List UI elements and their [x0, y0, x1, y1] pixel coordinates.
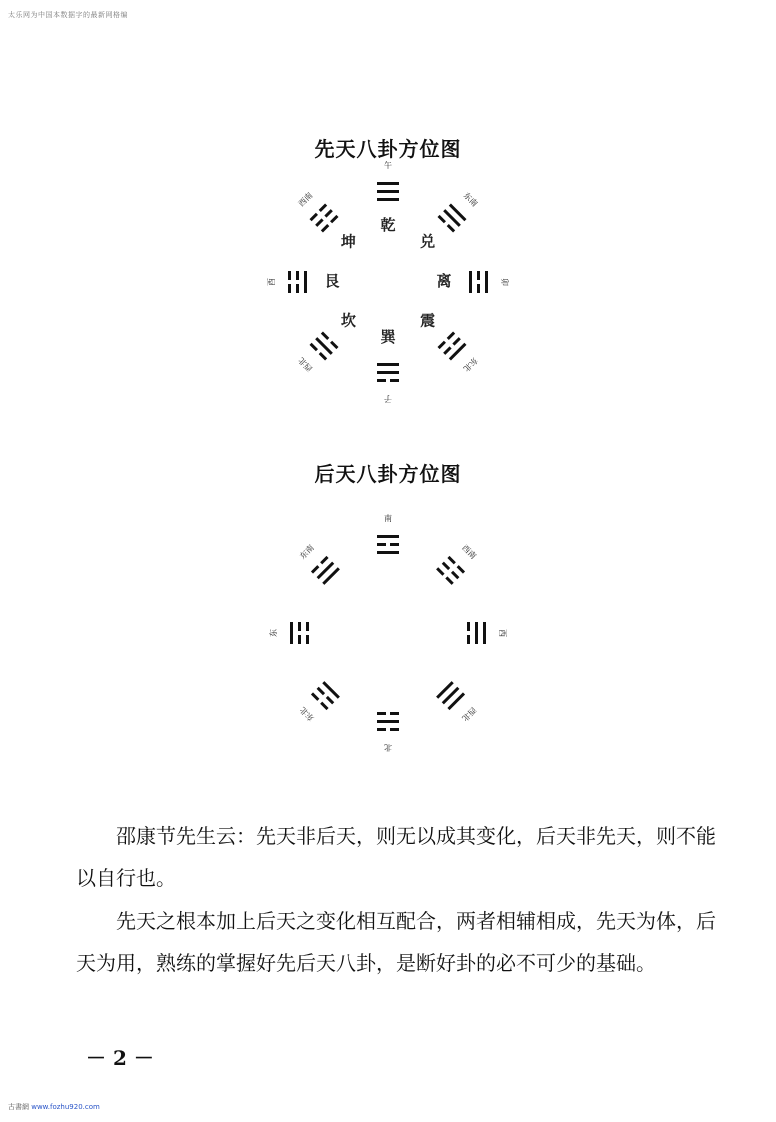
trigram-name: 离	[436, 272, 452, 290]
yang-line	[377, 363, 399, 366]
trigram	[437, 331, 466, 360]
yang-line	[449, 343, 467, 361]
trigram-name: 兑	[420, 232, 436, 251]
yin-line-right	[477, 284, 480, 293]
direction-label: 西南	[460, 543, 478, 561]
yin-line-left	[447, 556, 455, 564]
yin-line-right	[317, 687, 325, 695]
direction-label: 北	[384, 743, 392, 752]
direction-label: 西	[498, 629, 507, 637]
yin-line-right	[451, 571, 459, 579]
trigram	[310, 204, 339, 233]
trigram-name: 巽	[380, 328, 396, 346]
page-number: － 2 －	[86, 1046, 154, 1070]
yin-line-left	[390, 728, 399, 731]
yin-line-right	[445, 576, 453, 584]
paragraph-2-text: 先天之根本加上后天之变化相互配合，两者相辅相成，先天为体，后天为用，熟练的掌握好先后天八卦，是断好卦的必不可少的基础。	[76, 909, 716, 975]
yin-line-left	[319, 352, 327, 360]
yin-line-left	[330, 341, 338, 349]
yang-line	[377, 535, 399, 538]
trigram	[377, 712, 399, 731]
yang-line	[377, 720, 399, 723]
direction-label: 东	[269, 629, 278, 637]
trigram	[377, 535, 399, 554]
trigram-name: 坤	[340, 232, 356, 251]
yin-line-right	[457, 565, 465, 573]
yin-line-left	[321, 224, 329, 232]
yin-line-right	[310, 343, 318, 351]
yin-line-left	[477, 271, 480, 280]
yin-line-right	[330, 215, 338, 223]
yang-line	[469, 271, 472, 293]
yin-line-right	[447, 224, 455, 232]
direction-label: 南	[384, 514, 392, 523]
yin-line-right	[311, 692, 319, 700]
trigram-name: 坎	[340, 311, 356, 330]
yin-line-right	[288, 271, 291, 280]
trigram	[290, 622, 309, 644]
yin-line-left	[296, 284, 299, 293]
yang-line	[483, 622, 486, 644]
yin-line-right	[296, 271, 299, 280]
yin-line-left	[377, 543, 386, 546]
direction-label: 子	[384, 394, 392, 403]
yang-line	[377, 371, 399, 374]
trigram	[469, 271, 488, 293]
direction-label: 东南	[461, 190, 480, 209]
paragraph-1	[76, 815, 716, 899]
trigram	[311, 681, 340, 710]
yin-line-right	[377, 712, 386, 715]
yang-line	[485, 271, 488, 293]
direction-label: 东南	[298, 543, 316, 561]
paragraph-1-text: 邵康节先生云：先天非后天，则无以成其变化，后天非先天，则不能以自行也。	[76, 824, 716, 890]
footer	[8, 1102, 100, 1112]
yin-line-right	[298, 622, 301, 631]
yin-line-left	[467, 622, 470, 631]
yin-line-left	[315, 218, 323, 226]
yin-line-left	[326, 696, 334, 704]
yin-line-left	[447, 331, 455, 339]
yang-line	[377, 190, 399, 193]
yin-line-left	[306, 635, 309, 644]
yin-line-right	[467, 635, 470, 644]
trigram	[436, 681, 465, 710]
trigram	[311, 556, 340, 585]
paragraph-2	[76, 900, 716, 984]
yin-line-right	[390, 543, 399, 546]
yang-line	[304, 271, 307, 293]
yin-line-left	[452, 337, 460, 345]
direction-label: 东北	[298, 705, 316, 723]
yin-line-right	[321, 331, 329, 339]
yin-line-right	[320, 556, 328, 564]
yang-line	[475, 622, 478, 644]
yin-line-left	[390, 379, 399, 382]
figure1-title: 先天八卦方位图	[314, 137, 462, 161]
trigram	[436, 556, 465, 585]
trigram	[310, 331, 339, 360]
figure2-title: 后天八卦方位图	[314, 462, 462, 486]
yin-line-left	[437, 215, 445, 223]
yin-line-left	[442, 562, 450, 570]
yang-line	[377, 198, 399, 201]
yin-line-left	[298, 635, 301, 644]
yang-line	[322, 681, 340, 699]
trigram-name: 艮	[324, 272, 340, 290]
footer-site: 古書網	[8, 1103, 29, 1111]
direction-label: 午	[384, 161, 392, 170]
yin-line-left	[288, 284, 291, 293]
yang-line	[315, 337, 333, 355]
direction-label: 西北	[460, 705, 478, 723]
trigram	[437, 204, 466, 233]
yang-line	[377, 182, 399, 185]
trigram	[288, 271, 307, 293]
yang-line	[377, 551, 399, 554]
direction-label: 卯	[500, 278, 509, 286]
direction-label: 西南	[296, 190, 315, 209]
yin-line-right	[306, 622, 309, 631]
yin-line-right	[377, 379, 386, 382]
yin-line-left	[320, 702, 328, 710]
yin-line-left	[311, 565, 319, 573]
footer-url: www.fozhu920.com	[31, 1103, 100, 1111]
yin-line-left	[436, 567, 444, 575]
yin-line-right	[377, 728, 386, 731]
yang-line	[290, 622, 293, 644]
trigram	[377, 182, 399, 201]
trigram-name: 乾	[380, 216, 396, 234]
trigram	[467, 622, 486, 644]
trigram	[377, 363, 399, 382]
yin-line-left	[310, 213, 318, 221]
header-note: 太乐网为中国本数据字的最新网格编	[8, 11, 128, 19]
yin-line-left	[390, 712, 399, 715]
direction-label: 西北	[296, 355, 315, 374]
trigram-name: 震	[420, 311, 436, 330]
yin-line-right	[319, 204, 327, 212]
yin-line-right	[437, 341, 445, 349]
direction-label: 酉	[267, 278, 276, 286]
direction-label: 东北	[461, 355, 480, 374]
xiantian-bagua-diagram	[0, 161, 776, 410]
yin-line-right	[324, 209, 332, 217]
houtian-bagua-diagram	[0, 515, 776, 755]
yin-line-right	[443, 346, 451, 354]
